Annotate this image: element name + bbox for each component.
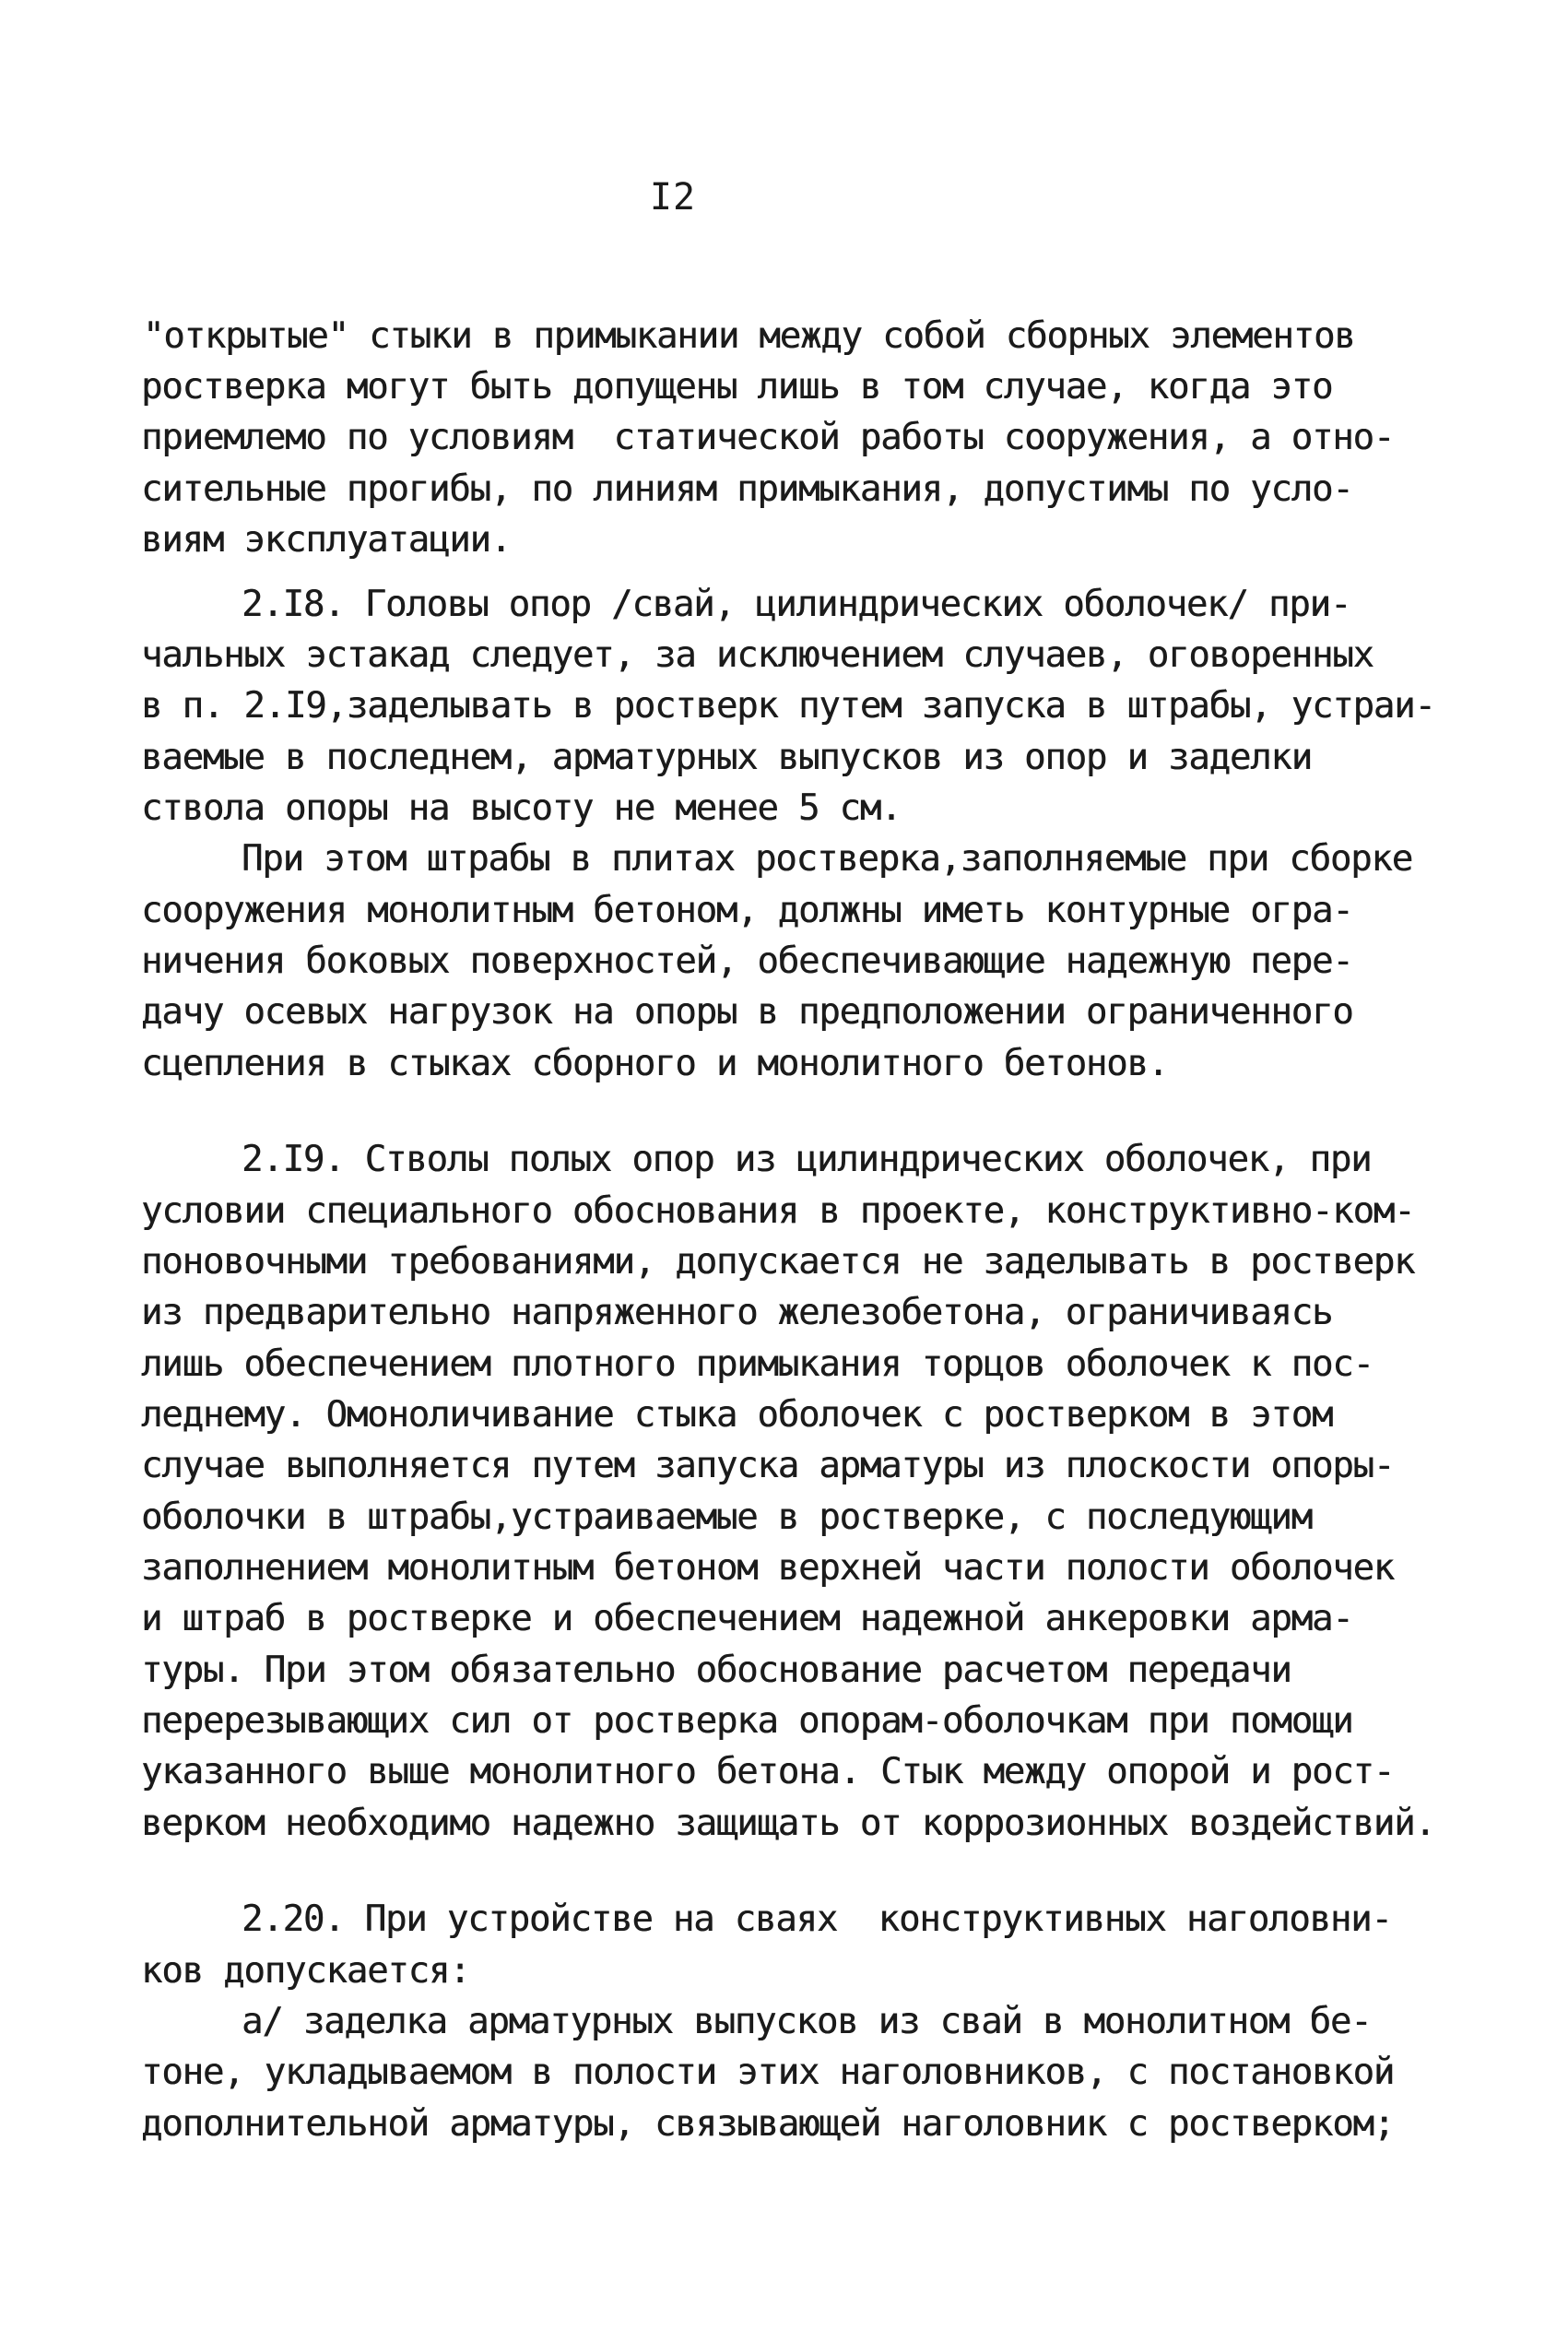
text-line: условии специального обоснования в проекте, конструктивно-ком- bbox=[141, 1190, 1415, 1232]
text-line: из предварительно напряженного железобетона, ограничиваясь bbox=[141, 1292, 1333, 1333]
text-line: ростверка могут быть допущены лишь в том случае, когда это bbox=[141, 366, 1333, 408]
text-line: в п. 2.I9,заделывать в ростверк путем запуска в штрабы, устраи- bbox=[141, 685, 1435, 727]
text-line: дачу осевых нагрузок на опоры в предположении ограниченного bbox=[141, 991, 1353, 1033]
text-line: ствола опоры на высоту не менее 5 см. bbox=[141, 787, 902, 829]
text-line: 2.I8. Головы опор /свай, цилиндрических оболочек/ при- bbox=[242, 584, 1351, 625]
page-number: I2 bbox=[649, 176, 697, 219]
text-line: верком необходимо надежно защищать от коррозионных воздействий. bbox=[141, 1803, 1435, 1844]
text-line: заполнением монолитным бетоном верхней части полости оболочек bbox=[141, 1547, 1395, 1589]
text-line: лишь обеспечением плотного примыкания торцов оболочек к пос- bbox=[141, 1343, 1373, 1385]
text-line: сительные прогибы, по линиям примыкания, допустимы по усло- bbox=[141, 468, 1353, 510]
text-line: и штраб в ростверке и обеспечением надежной анкеровки арма- bbox=[141, 1598, 1353, 1639]
text-line: 2.20. При устройстве на сваях конструктивных наголовни- bbox=[242, 1898, 1392, 1940]
text-line: сцепления в стыках сборного и монолитного бетонов. bbox=[141, 1043, 1168, 1084]
text-line: перерезывающих сил от ростверка опорам-оболочкам при помощи bbox=[141, 1700, 1353, 1742]
text-line: а/ заделка арматурных выпусков из свай в монолитном бе- bbox=[242, 2001, 1372, 2042]
text-line: 2.I9. Стволы полых опор из цилиндрических оболочек, при bbox=[242, 1139, 1372, 1180]
text-line: ваемые в последнем, арматурных выпусков из опор и заделки bbox=[141, 737, 1312, 778]
text-line: леднему. Омоноличивание стыка оболочек с ростверком в этом bbox=[141, 1394, 1333, 1436]
text-line: виям эксплуатации. bbox=[141, 519, 512, 561]
text-line: поновочными требованиями, допускается не заделывать в ростверк bbox=[141, 1241, 1415, 1283]
text-line: указанного выше монолитного бетона. Стык между опорой и рост- bbox=[141, 1751, 1395, 1792]
text-line: При этом штрабы в плитах ростверка,заполняемые при сборке bbox=[242, 838, 1412, 880]
text-line: приемлемо по условиям статической работы сооружения, а отно- bbox=[141, 417, 1395, 458]
text-line: ков допускается: bbox=[141, 1950, 470, 1992]
text-line: дополнительной арматуры, связывающей наголовник с ростверком; bbox=[141, 2103, 1395, 2145]
text-line: чальных эстакад следует, за исключением случаев, оговоренных bbox=[141, 634, 1373, 676]
text-line: сооружения монолитным бетоном, должны иметь контурные огра- bbox=[141, 890, 1353, 931]
text-line: туры. При этом обязательно обоснование расчетом передачи bbox=[141, 1650, 1291, 1691]
text-line: оболочки в штрабы,устраиваемые в ростверке, с последующим bbox=[141, 1496, 1312, 1538]
text-line: случае выполняется путем запуска арматуры из плоскости опоры- bbox=[141, 1445, 1395, 1486]
text-line: тоне, укладываемом в полости этих наголовников, с постановкой bbox=[141, 2052, 1395, 2093]
text-line: ничения боковых поверхностей, обеспечивающие надежную пере- bbox=[141, 940, 1353, 982]
text-line: "открытые" стыки в примыкании между собой сборных элементов bbox=[143, 315, 1355, 357]
